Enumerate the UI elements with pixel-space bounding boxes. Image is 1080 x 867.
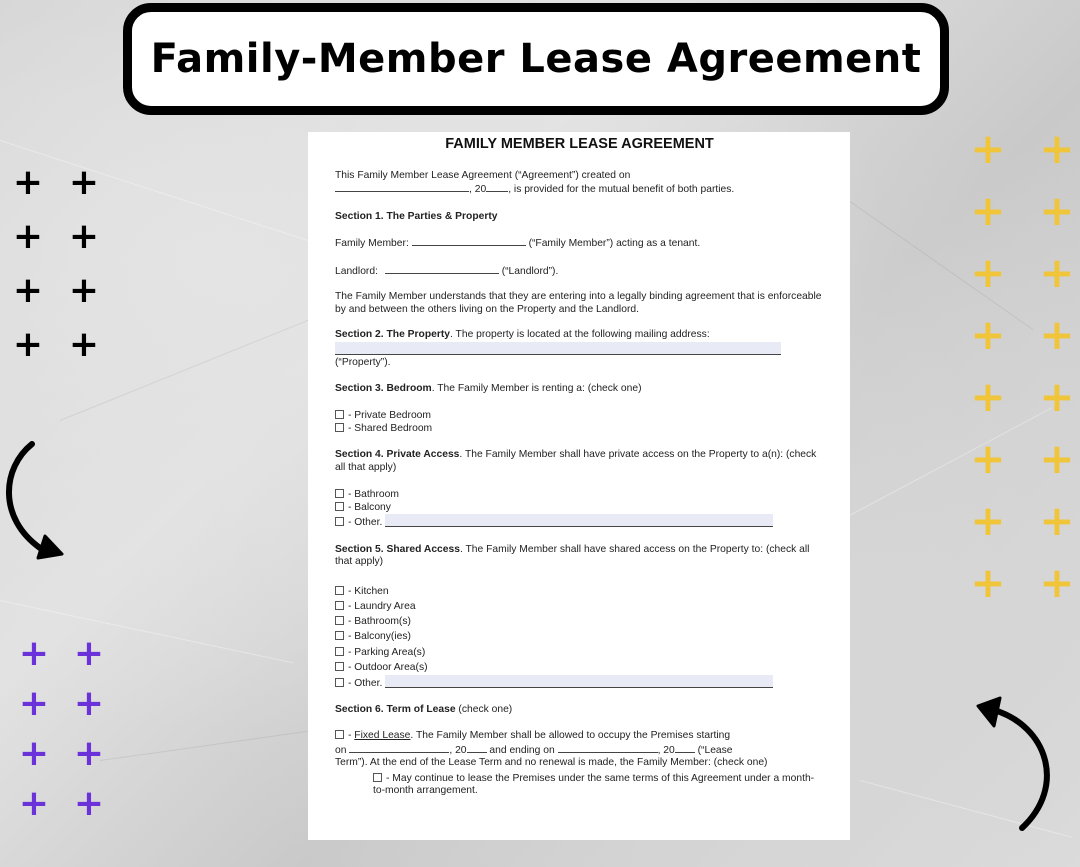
plus-icon: + [1039, 248, 1075, 297]
plus-icon: + [68, 270, 100, 311]
plus-icon: + [1039, 372, 1075, 421]
plus-icon: + [18, 633, 50, 674]
intro-paragraph [335, 170, 824, 197]
section-3-heading: Section 3. Bedroom [335, 382, 432, 394]
plus-icon: + [970, 124, 1006, 173]
checkbox-laundry[interactable] [335, 601, 344, 610]
checkbox-kitchen[interactable] [335, 586, 344, 595]
checkbox-other-private[interactable] [335, 517, 344, 526]
plus-icon: + [1039, 124, 1075, 173]
option-label: - Private Bedroom [348, 410, 431, 421]
plus-icon: + [18, 733, 50, 774]
checkbox-balconies[interactable] [335, 631, 344, 640]
option-label: - Balcony [348, 501, 391, 513]
checkbox-other-shared[interactable] [335, 678, 344, 687]
end-date-blank [558, 743, 658, 753]
option-label: - Bathroom(s) [348, 616, 411, 628]
intro-text-a: This Family Member Lease Agreement (“Agreement”) created on [335, 169, 631, 181]
purple-plus-decoration [14, 633, 124, 824]
checkbox-bathroom[interactable] [335, 489, 344, 498]
option-label: - Outdoor Area(s) [348, 661, 428, 673]
title-banner [123, 3, 949, 115]
plus-icon: + [1039, 434, 1075, 483]
option-label: - Other. [348, 678, 383, 690]
start-20: , 20 [449, 744, 467, 756]
section-5-heading: Section 5. Shared Access [335, 543, 460, 555]
landlord-suffix: (“Landlord”). [501, 265, 559, 277]
end-year-blank [675, 743, 695, 753]
plus-icon: + [970, 310, 1006, 359]
section-2-line [335, 329, 824, 370]
plus-icon: + [970, 372, 1006, 421]
bedroom-options [335, 410, 824, 435]
checkbox-outdoor[interactable] [335, 662, 344, 671]
option-label: - Other. [348, 517, 383, 528]
plus-icon: + [12, 216, 44, 257]
fixed-lease-paragraph: - Fixed Lease. The Family Member shall be allowed to occupy the Premises starting on , 20 and ending on , 20 (“Lease Term”). At the end of the Lease Term and no renewal is made, the Family Member: (check one) [335, 730, 768, 769]
plus-icon: + [73, 633, 105, 674]
intro-text-b: , is provided for the mutual benefit of both parties. [508, 184, 735, 195]
plus-icon: + [970, 434, 1006, 483]
plus-icon: + [970, 496, 1006, 545]
plus-icon: + [18, 783, 50, 824]
plus-icon: + [1039, 310, 1075, 359]
start-year-blank [467, 743, 487, 753]
landlord-blank [385, 264, 499, 274]
year-blank [486, 182, 508, 192]
section-4-text: . The Family Member shall have private access on the Property to a(n): (check all that apply) [335, 449, 817, 473]
fixed-lease-text-1: . The Family Member shall be allowed to occupy the Premises starting [410, 730, 731, 742]
lease-document-page [308, 132, 850, 840]
on-label: on [335, 744, 347, 756]
end-20: , 20 [657, 744, 675, 756]
plus-icon: + [970, 248, 1006, 297]
checkbox-bathrooms[interactable] [335, 616, 344, 625]
plus-icon: + [73, 733, 105, 774]
section-6-line [335, 704, 824, 717]
checkbox-parking[interactable] [335, 647, 344, 656]
month-to-month-text: - May continue to lease the Premises under the same terms of this Agreement under a month-to-month arrangement. [373, 772, 815, 797]
option-label: - Shared Bedroom [348, 422, 433, 434]
plus-icon: + [12, 270, 44, 311]
black-plus-decoration [8, 162, 120, 365]
section-2-heading: Section 2. The Property [335, 329, 451, 340]
section-4-heading: Section 4. Private Access [335, 449, 460, 460]
intro-20: , 20 [469, 184, 487, 195]
banner-title: Family-Member Lease Agreement [150, 36, 922, 82]
start-date-blank [349, 743, 449, 753]
section-3-text: . The Family Member is renting a: (check one) [431, 382, 642, 394]
plus-icon: + [73, 683, 105, 724]
section-3-line [335, 383, 824, 396]
property-suffix: (“Property”). [335, 357, 391, 368]
section-1-heading: Section 1. The Parties & Property [335, 210, 498, 222]
checkbox-private-bedroom[interactable] [335, 410, 344, 419]
curved-arrow-up-icon [972, 696, 1062, 836]
plus-icon: + [12, 324, 44, 365]
plus-icon: + [970, 558, 1006, 607]
other-private-field[interactable] [385, 514, 773, 527]
shared-access-options [335, 584, 824, 692]
plus-icon: + [68, 162, 100, 203]
plus-icon: + [1039, 558, 1075, 607]
option-label: - Parking Area(s) [348, 646, 426, 658]
checkbox-fixed-lease[interactable] [335, 730, 344, 739]
checkbox-shared-bedroom[interactable] [335, 423, 344, 432]
plus-icon: + [970, 186, 1006, 235]
month-to-month-option [335, 773, 824, 798]
fixed-lease-label: Fixed Lease [354, 730, 411, 742]
property-address-field[interactable] [335, 342, 781, 355]
yellow-plus-decoration [968, 124, 1077, 607]
option-label: - Kitchen [348, 585, 389, 597]
landlord-line [335, 264, 824, 279]
section-2-text: . The property is located at the following mailing address: [450, 329, 710, 340]
option-label: - Balcony(ies) [348, 631, 411, 643]
document-title: FAMILY MEMBER LEASE AGREEMENT [445, 136, 714, 152]
plus-icon: + [68, 216, 100, 257]
private-access-options [335, 489, 824, 530]
section-4-line [335, 449, 824, 474]
plus-icon: + [18, 683, 50, 724]
plus-icon: + [1039, 186, 1075, 235]
family-member-suffix: (“Family Member”) acting as a tenant. [528, 238, 701, 249]
section-5-line [335, 544, 824, 569]
family-member-label: Family Member: [335, 238, 409, 249]
family-member-line [335, 236, 824, 251]
plus-icon: + [73, 783, 105, 824]
ending-label: and ending on [489, 744, 555, 756]
landlord-label: Landlord: [335, 265, 378, 277]
lease-quote: (“Lease [697, 744, 733, 756]
section-6-text: (check one) [455, 703, 513, 715]
date-blank [335, 182, 469, 192]
curved-arrow-down-icon [0, 438, 75, 563]
option-label: - Laundry Area [348, 600, 416, 612]
section-1-paragraph: The Family Member understands that they are entering into a legally binding agreement that is enforceable by and between the others living on the Property and the Landlord. [335, 291, 822, 315]
option-label: - Bathroom [348, 489, 399, 500]
checkbox-month-to-month[interactable] [373, 773, 382, 782]
section-5-text: . The Family Member shall have shared access on the Property to: (check all that apply) [335, 543, 810, 567]
plus-icon: + [1039, 496, 1075, 545]
family-member-blank [412, 236, 526, 246]
fixed-lease-text-2: Term”). At the end of the Lease Term and no renewal is made, the Family Member: (check one) [335, 757, 768, 769]
plus-icon: + [12, 162, 44, 203]
plus-icon: + [68, 324, 100, 365]
section-6-heading: Section 6. Term of Lease [335, 703, 456, 715]
checkbox-balcony[interactable] [335, 502, 344, 511]
other-shared-field[interactable] [385, 675, 773, 688]
